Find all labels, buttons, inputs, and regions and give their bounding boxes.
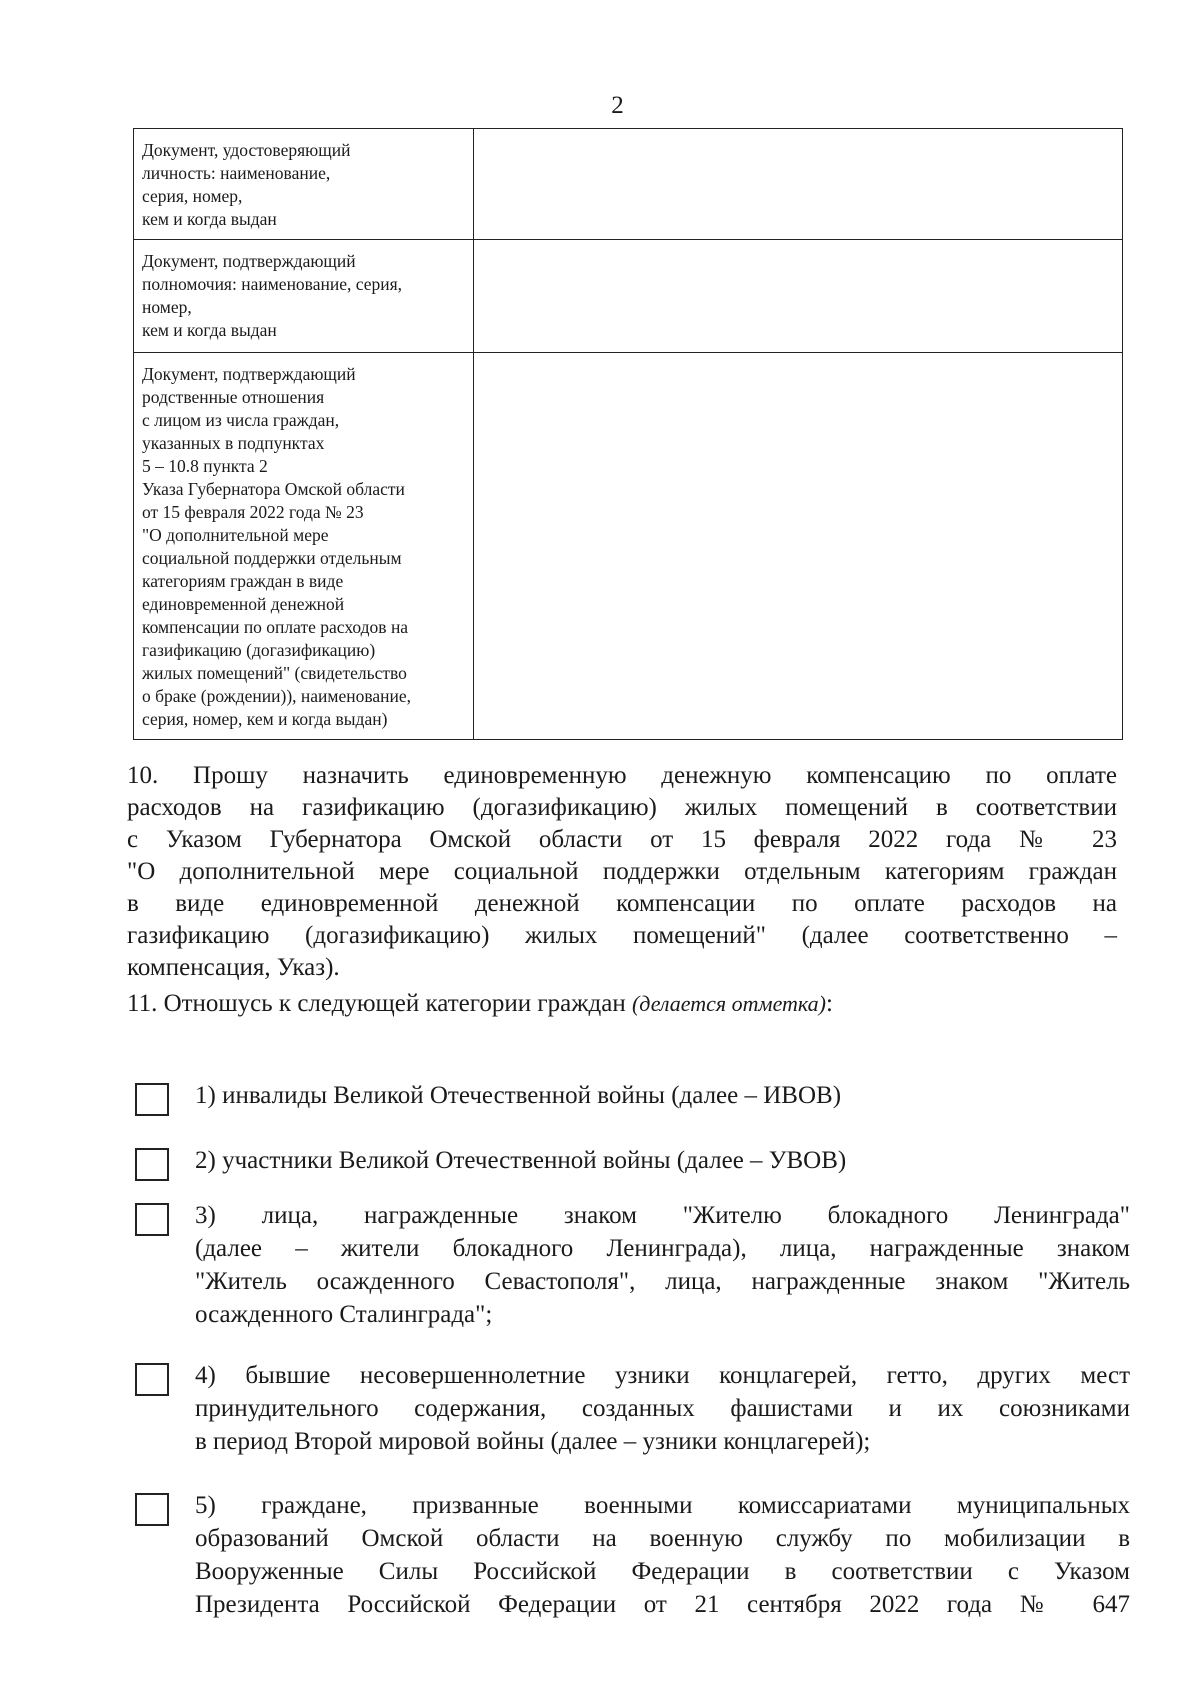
label-line: кем и когда выдан [142, 209, 277, 229]
label-line: указанных в подпунктах [142, 433, 325, 453]
label-line: "О дополнительной мере [142, 525, 329, 545]
label-line: личность: наименование, [142, 163, 331, 183]
category-text [195, 1359, 1130, 1458]
paragraph-line: "О дополнительной мере социальной поддержки отдельным категориям граждан [127, 858, 1117, 885]
category-line: 3) лица, награжденные знаком "Жителю блокадного Ленинграда" [195, 1202, 1130, 1229]
identity-document-field[interactable] [474, 129, 1123, 240]
category-checkbox-2[interactable] [135, 1148, 169, 1181]
label-line: компенсации по оплате расходов на [142, 617, 409, 637]
documents-table [133, 128, 1123, 740]
label-line: социальной поддержки отдельным [142, 548, 402, 568]
label-line: Документ, удостоверяющий [142, 140, 351, 160]
label-line: категориям граждан в виде [142, 571, 344, 591]
category-text [195, 1489, 1130, 1621]
category-checkbox-5[interactable] [135, 1493, 169, 1526]
category-checkbox-3[interactable] [135, 1203, 169, 1236]
paragraph-11-text: 11. Отношусь к следующей категории граждан [127, 990, 632, 1017]
category-line: образований Омской области на военную службу по мобилизации в [195, 1525, 1130, 1552]
kinship-document-label [134, 353, 474, 740]
table-row [134, 240, 1123, 353]
label-line: от 15 февраля 2022 года № 23 [142, 502, 364, 522]
identity-document-label [134, 129, 474, 240]
authority-document-field[interactable] [474, 240, 1123, 353]
category-checkbox-4[interactable] [135, 1363, 169, 1396]
category-line: осажденного Сталинграда"; [195, 1301, 493, 1328]
authority-document-label [134, 240, 474, 353]
category-line: Президента Российской Федерации от 21 сентября 2022 года № 647 [195, 1591, 1130, 1618]
paragraph-11 [127, 988, 1117, 1020]
category-line: "Житель осажденного Севастополя", лица, награжденные знаком "Житель [195, 1268, 1130, 1295]
label-line: кем и когда выдан [142, 320, 277, 340]
kinship-document-field[interactable] [474, 353, 1123, 740]
paragraph-line: газификацию (догазификацию) жилых помещений" (далее соответственно – [127, 922, 1117, 949]
category-text [195, 1144, 1130, 1177]
label-line: с лицом из числа граждан, [142, 410, 340, 430]
category-line: в период Второй мировой войны (далее – узники концлагерей); [195, 1428, 871, 1455]
label-line: полномочия: наименование, серия, [142, 274, 403, 294]
category-line: 2) участники Великой Отечественной войны (далее – УВОВ) [195, 1147, 847, 1174]
paragraph-line: расходов на газификацию (догазификацию) жилых помещений в соответствии [127, 794, 1117, 821]
category-line: 5) граждане, призванные военными комиссариатами муниципальных [195, 1492, 1130, 1519]
label-line: единовременной денежной [142, 594, 345, 614]
label-line: Документ, подтверждающий [142, 251, 356, 271]
page-number: 2 [611, 92, 624, 119]
label-line: Документ, подтверждающий [142, 364, 356, 384]
label-line: газификацию (догазификацию) [142, 640, 376, 660]
label-line: серия, номер, кем и когда выдан) [142, 709, 388, 729]
category-line: (далее – жители блокадного Ленинграда), лица, награжденные знаком [195, 1235, 1130, 1262]
category-line: принудительного содержания, созданных фашистами и их союзниками [195, 1395, 1130, 1422]
category-text [195, 1199, 1130, 1331]
label-line: 5 – 10.8 пункта 2 [142, 456, 268, 476]
paragraph-11-note: (делается отметка) [631, 991, 826, 1016]
paragraph-11-suffix: : [826, 990, 833, 1017]
category-checkbox-1[interactable] [135, 1083, 169, 1116]
category-text [195, 1079, 1130, 1112]
label-line: о браке (рождении)), наименование, [142, 686, 412, 706]
category-line: Вооруженные Силы Российской Федерации в соответствии с Указом [195, 1558, 1130, 1585]
paragraph-line: компенсация, Указ). [127, 954, 340, 981]
paragraph-line: в виде единовременной денежной компенсации по оплате расходов на [127, 890, 1117, 917]
label-line: жилых помещений" (свидетельство [142, 663, 407, 683]
paragraph-10 [127, 760, 1117, 984]
table-row [134, 129, 1123, 240]
label-line: серия, номер, [142, 186, 243, 206]
paragraph-line: 10. Прошу назначить единовременную денежную компенсацию по оплате [127, 762, 1117, 789]
category-line: 4) бывшие несовершеннолетние узники концлагерей, гетто, других мест [195, 1362, 1130, 1389]
paragraph-line: с Указом Губернатора Омской области от 15 февраля 2022 года № 23 [127, 826, 1117, 853]
label-line: номер, [142, 297, 192, 317]
label-line: Указа Губернатора Омской области [142, 479, 405, 499]
table-row [134, 353, 1123, 740]
label-line: родственные отношения [142, 387, 325, 407]
category-line: 1) инвалиды Великой Отечественной войны (далее – ИВОВ) [195, 1082, 842, 1109]
